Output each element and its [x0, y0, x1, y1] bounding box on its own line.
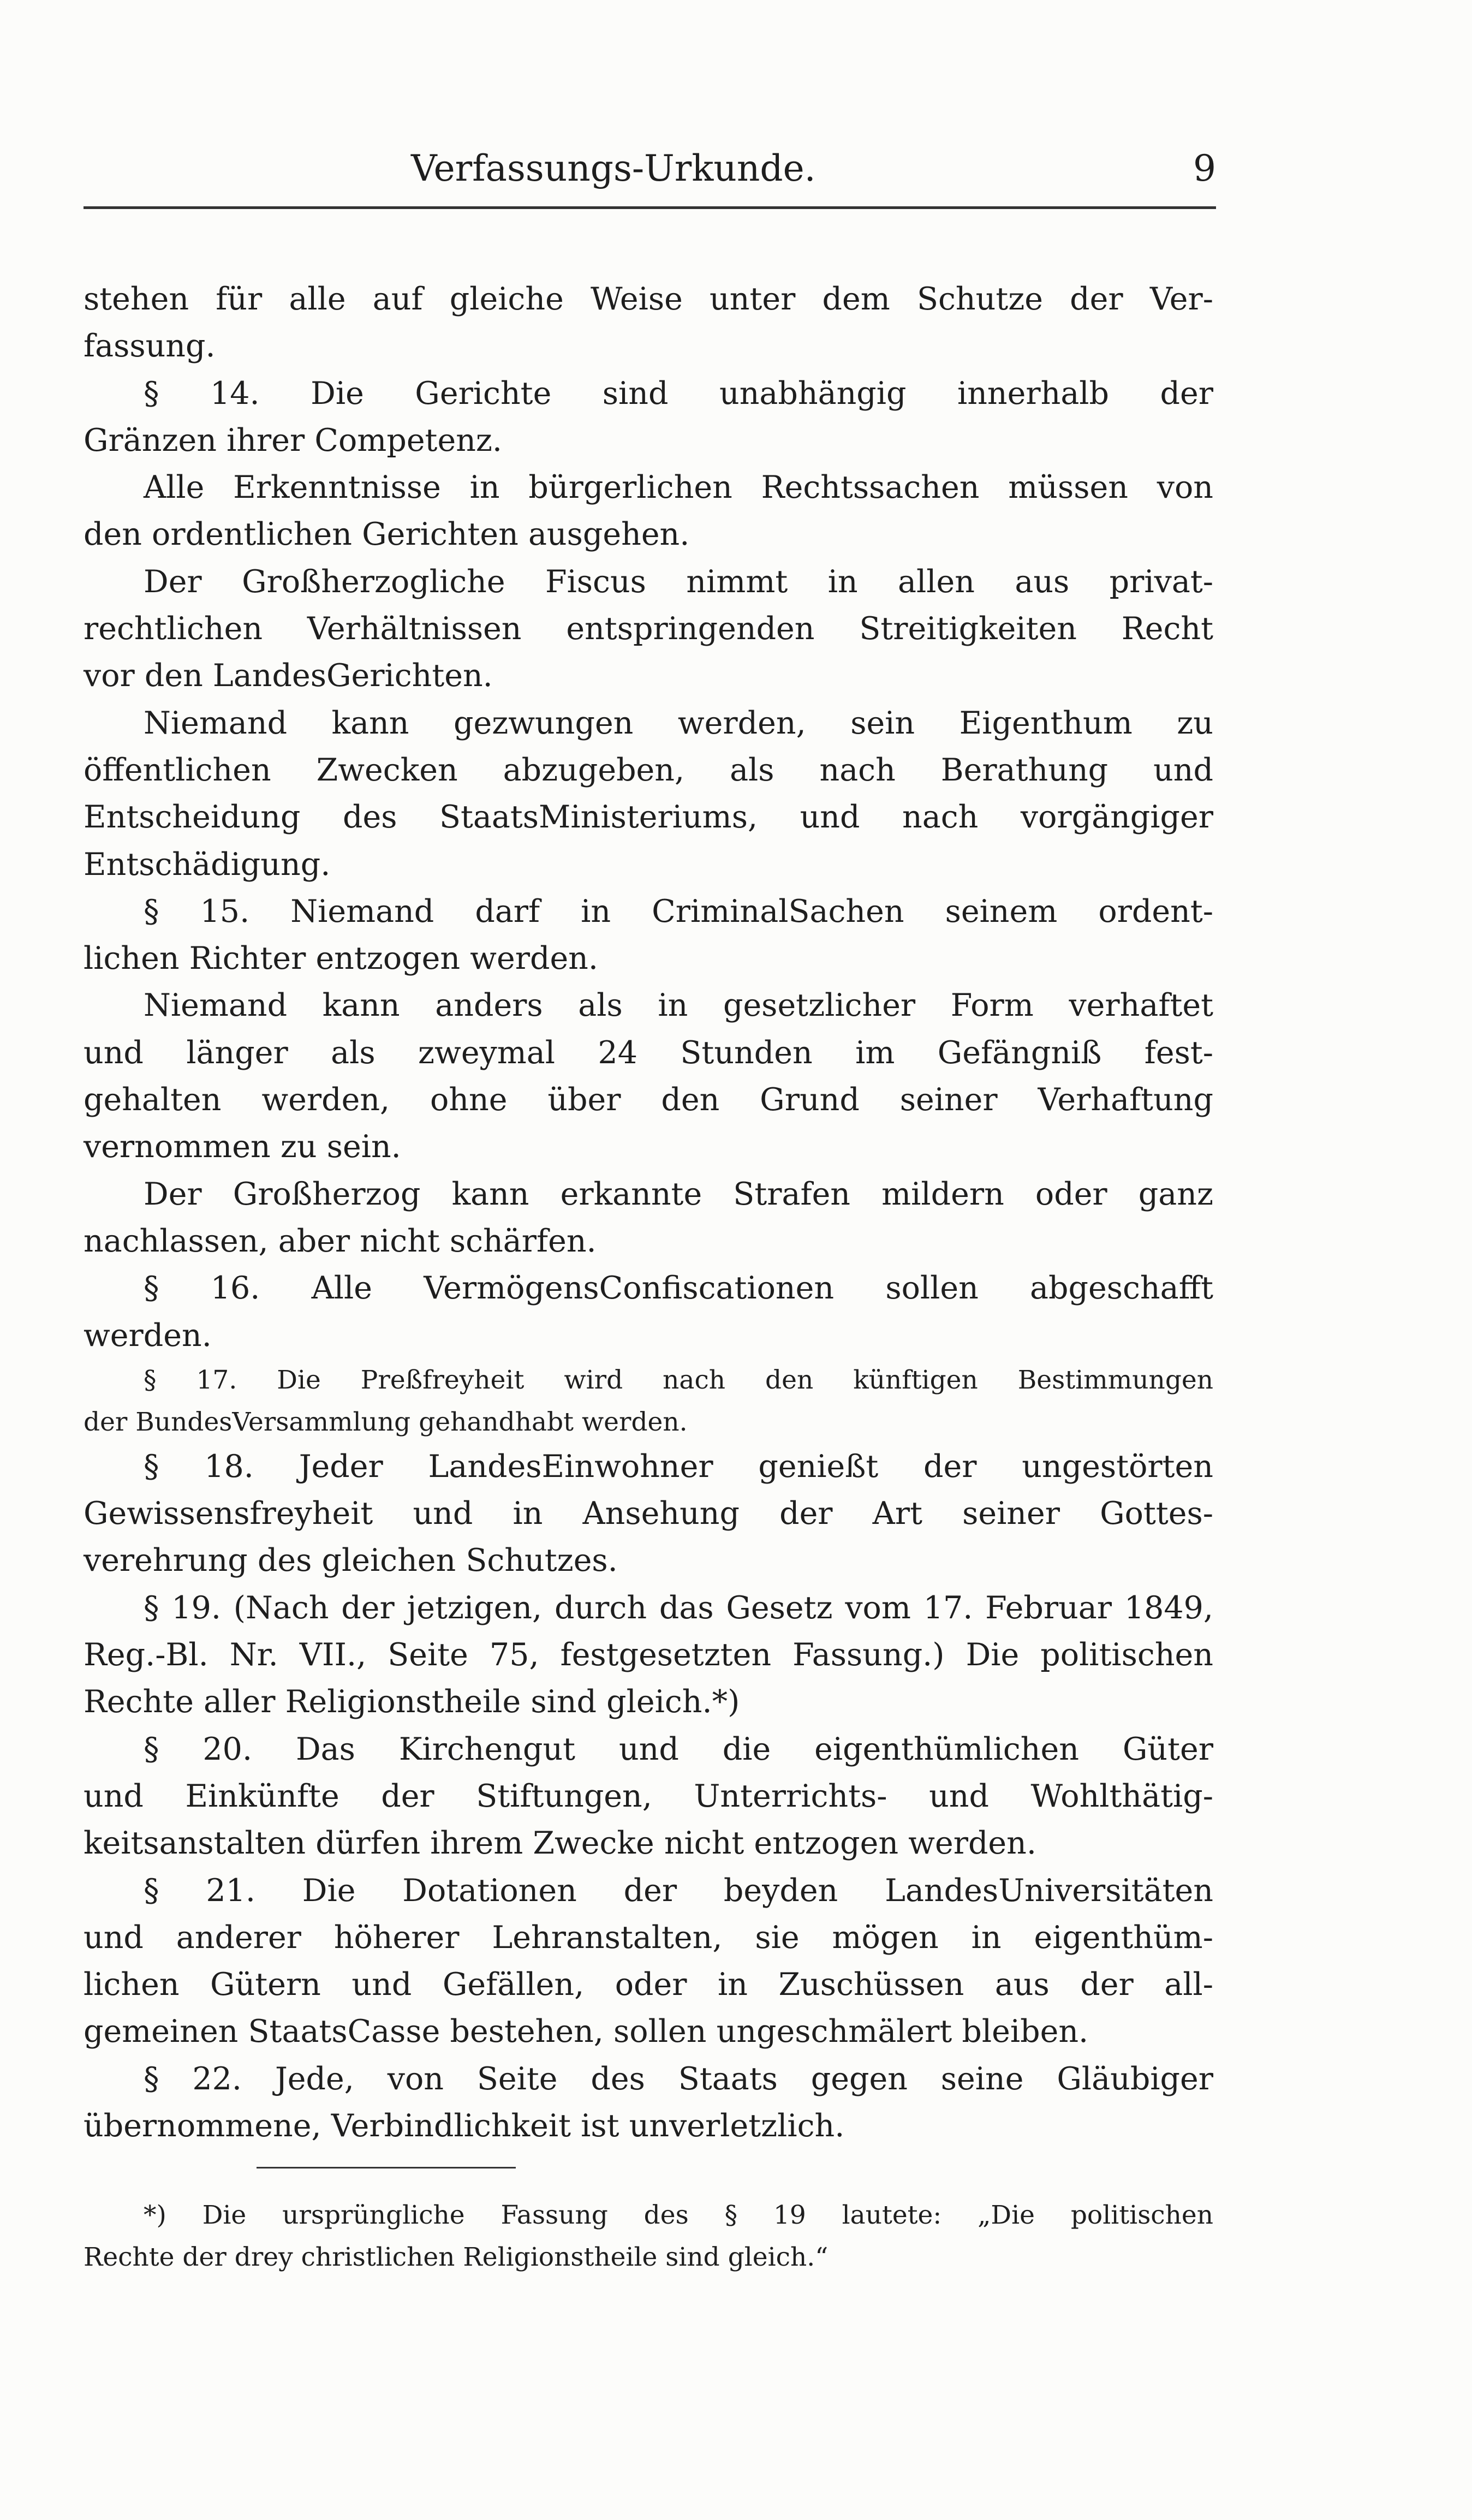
text-line: Reg.-Bl. Nr. VII., Seite 75, festgesetzten Fassung.) Die politischen — [84, 1637, 1213, 1673]
footnote-rule — [257, 2167, 516, 2168]
text-line: Gewissensfreyheit und in Ansehung der Art seiner Gottes- — [84, 1496, 1213, 1532]
paragraph — [84, 982, 1213, 1170]
page-number: 9 — [1193, 147, 1216, 189]
paragraph — [84, 558, 1213, 700]
paragraph — [84, 1171, 1213, 1265]
text-line: Rechte aller Religionstheile sind gleich.*) — [84, 1684, 740, 1720]
text-line: § 22. Jede, von Seite des Staats gegen seine Gläubiger — [144, 2060, 1213, 2097]
text-line: § 21. Die Dotationen der beyden LandesUniversitäten — [144, 1872, 1213, 1909]
running-header — [84, 147, 1216, 202]
text-line: fassung. — [84, 328, 216, 365]
text-line: und Einkünfte der Stiftungen, Unterrichts- und Wohlthätig- — [84, 1778, 1213, 1814]
page-body — [84, 276, 1213, 2149]
header-title: Verfassungs-Urkunde. — [411, 147, 816, 189]
paragraph — [84, 370, 1213, 464]
text-line: stehen für alle auf gleiche Weise unter dem Schutze der Ver- — [84, 281, 1213, 317]
text-line: Alle Erkenntnisse in bürgerlichen Rechtssachen müssen von — [144, 469, 1213, 506]
text-line: gehalten werden, ohne über den Grund seiner Verhaftung — [84, 1082, 1213, 1118]
paragraph — [84, 2056, 1213, 2150]
text-line: und länger als zweymal 24 Stunden im Gefängniß fest- — [84, 1034, 1213, 1071]
text-line: werden. — [84, 1317, 212, 1354]
paragraph — [84, 276, 1213, 370]
paragraph — [84, 464, 1213, 558]
paragraph — [84, 1265, 1213, 1359]
text-line: gemeinen StaatsCasse bestehen, sollen ungeschmälert bleiben. — [84, 2013, 1089, 2050]
text-line: Rechte der drey christlichen Religionstheile sind gleich.“ — [84, 2242, 829, 2272]
text-line: lichen Richter entzogen werden. — [84, 940, 599, 977]
text-line: *) Die ursprüngliche Fassung des § 19 lautete: „Die politischen — [144, 2200, 1213, 2230]
text-line: öffentlichen Zwecken abzugeben, als nach Berathung und — [84, 752, 1213, 788]
text-line: lichen Gütern und Gefällen, oder in Zuschüssen aus der all- — [84, 1967, 1213, 2003]
text-line: nachlassen, aber nicht schärfen. — [84, 1223, 597, 1259]
text-line: den ordentlichen Gerichten ausgehen. — [84, 516, 690, 553]
text-line: Gränzen ihrer Competenz. — [84, 422, 503, 458]
paragraph — [84, 1359, 1213, 1443]
header-rule — [84, 206, 1216, 209]
footnote — [84, 2194, 1213, 2278]
text-line: rechtlichen Verhältnissen entspringenden Streitigkeiten Recht — [84, 611, 1213, 647]
text-line: Der Großherzogliche Fiscus nimmt in allen aus privat- — [144, 563, 1213, 600]
text-line: § 20. Das Kirchengut und die eigenthümlichen Güter — [144, 1731, 1213, 1767]
text-line: § 15. Niemand darf in CriminalSachen seinem ordent- — [144, 893, 1213, 930]
text-line: Entschädigung. — [84, 846, 331, 883]
text-line: verehrung des gleichen Schutzes. — [84, 1542, 618, 1579]
text-line: Niemand kann anders als in gesetzlicher Form verhaftet — [144, 987, 1213, 1024]
paragraph — [84, 1443, 1213, 1584]
text-line: vernommen zu sein. — [84, 1129, 401, 1165]
text-line: Der Großherzog kann erkannte Strafen mildern oder ganz — [144, 1176, 1213, 1212]
paragraph — [84, 1726, 1213, 1867]
text-line: § 17. Die Preßfreyheit wird nach den künftigen Bestimmungen — [144, 1365, 1213, 1395]
text-line: Entscheidung des StaatsMinisteriums, und nach vorgängiger — [84, 799, 1213, 836]
paragraph — [84, 1867, 1213, 2056]
text-line: und anderer höherer Lehranstalten, sie mögen in eigenthüm- — [84, 1919, 1213, 1956]
paragraph — [84, 888, 1213, 982]
paragraph — [84, 700, 1213, 888]
text-line: § 14. Die Gerichte sind unabhängig innerhalb der — [144, 375, 1213, 412]
text-line: vor den LandesGerichten. — [84, 658, 493, 694]
text-line: der BundesVersammlung gehandhabt werden. — [84, 1407, 688, 1437]
text-line: übernommene, Verbindlichkeit ist unverletzlich. — [84, 2107, 845, 2144]
text-line: § 19. (Nach der jetzigen, durch das Gesetz vom 17. Februar 1849, — [144, 1589, 1213, 1626]
text-line: Niemand kann gezwungen werden, sein Eigenthum zu — [144, 705, 1213, 741]
text-line: § 18. Jeder LandesEinwohner genießt der ungestörten — [144, 1448, 1213, 1485]
text-line: § 16. Alle VermögensConfiscationen sollen abgeschafft — [144, 1270, 1213, 1307]
text-line: keitsanstalten dürfen ihrem Zwecke nicht entzogen werden. — [84, 1825, 1036, 1862]
paragraph — [84, 1584, 1213, 1726]
